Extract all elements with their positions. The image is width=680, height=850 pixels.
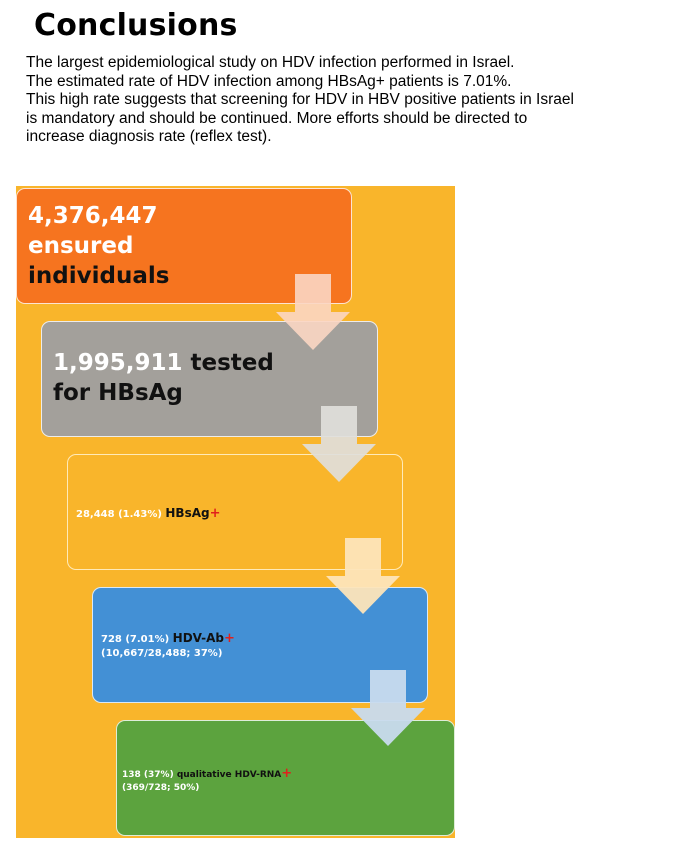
plus-icon: + [281, 766, 293, 781]
conclusion-text [26, 54, 666, 147]
insured-label-2: individuals [28, 263, 170, 289]
hdvrna-line [122, 767, 292, 782]
hdvab-label: HDV-Ab [172, 631, 224, 645]
tested-label: tested [182, 350, 274, 376]
hdvab-count: 728 (7.01%) [101, 634, 173, 645]
down-arrow-icon [302, 406, 376, 482]
conclusion-line-1: The largest epidemiological study on HDV infection performed in Israel. [26, 54, 515, 71]
hdvrna-count: 138 (37%) [122, 770, 177, 780]
hdvab-line [101, 631, 235, 647]
hdvab-detail: (10,667/28,488; 37%) [101, 648, 223, 659]
conclusion-line-5: increase diagnosis rate (reflex test). [26, 128, 272, 145]
plus-icon: + [209, 506, 221, 521]
down-arrow-icon [276, 274, 350, 350]
hbsag-label: HBsAg [165, 506, 210, 520]
tested-line-1 [53, 348, 274, 378]
flow-diagram [16, 186, 455, 838]
conclusion-line-2: The estimated rate of HDV infection among HBsAg+ patients is 7.01%. [26, 72, 512, 90]
page-title: Conclusions [34, 8, 238, 43]
insured-label-1: ensured [28, 233, 134, 259]
tested-count: 1,995,911 [53, 350, 183, 376]
conclusion-line-3: This high rate suggests that screening for HDV in HBV positive patients in Israel [26, 91, 574, 108]
insured-count: 4,376,447 [28, 203, 158, 229]
hdvrna-detail: (369/728; 50%) [122, 783, 200, 793]
tested-line-2: for HBsAg [53, 380, 183, 406]
down-arrow-icon [326, 538, 400, 614]
conclusion-line-4: is mandatory and should be continued. More efforts should be directed to [26, 109, 528, 127]
hbsag-line [76, 506, 221, 522]
plus-icon: + [223, 631, 235, 646]
hbsag-count: 28,448 (1.43%) [76, 509, 166, 520]
down-arrow-icon [351, 670, 425, 746]
hdvrna-label: qualitative HDV-RNA [176, 770, 282, 780]
